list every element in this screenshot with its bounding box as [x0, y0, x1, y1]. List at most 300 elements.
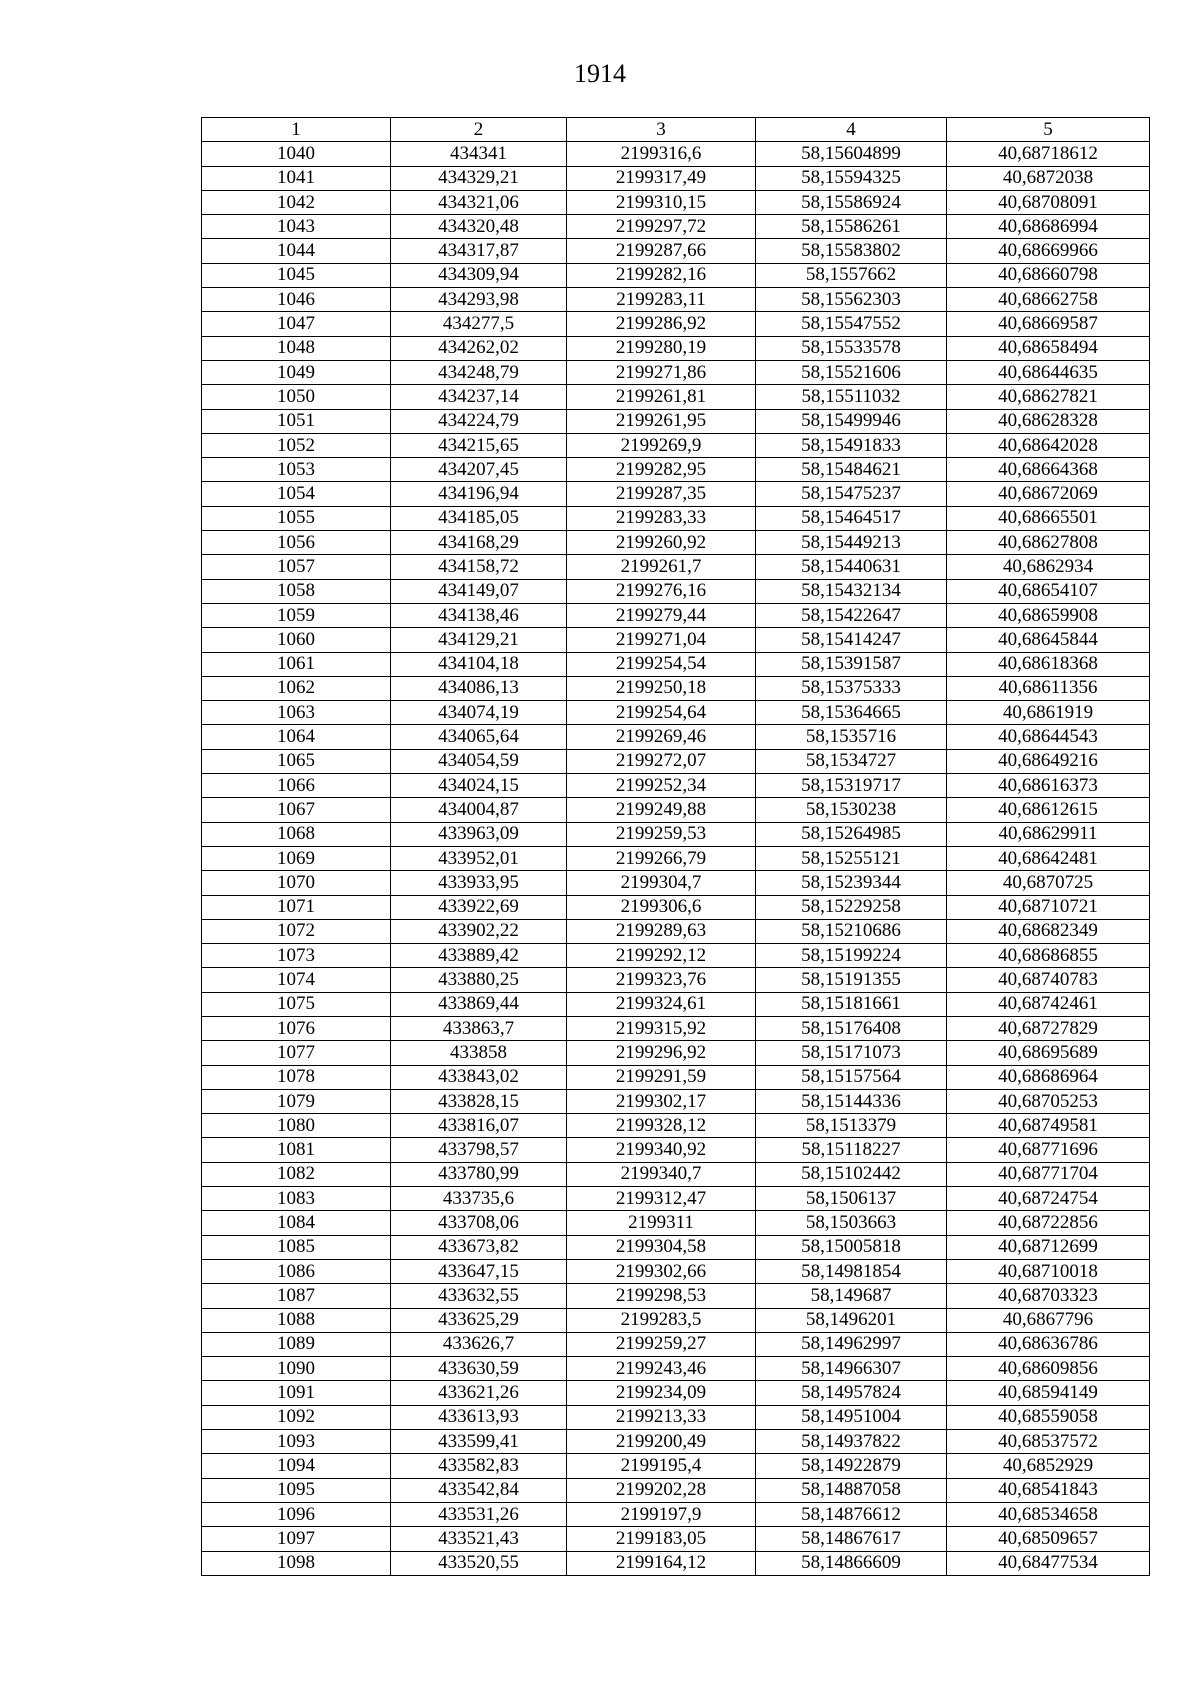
table-cell: 58,15005818 [756, 1235, 947, 1259]
table-cell: 433780,99 [391, 1162, 567, 1186]
table-row [202, 652, 1150, 676]
table-cell: 433613,93 [391, 1405, 567, 1429]
table-cell: 433621,26 [391, 1381, 567, 1405]
table-cell: 1060 [202, 628, 391, 652]
table-cell: 58,15583802 [756, 239, 947, 263]
table-cell: 1063 [202, 701, 391, 725]
table-cell: 58,15432134 [756, 579, 947, 603]
table-cell: 58,15484621 [756, 458, 947, 482]
table-cell: 1080 [202, 1114, 391, 1138]
table-cell: 40,68740783 [947, 968, 1150, 992]
table-cell: 2199282,95 [567, 458, 756, 482]
table-cell: 433902,22 [391, 919, 567, 943]
table-cell: 2199269,46 [567, 725, 756, 749]
table-cell: 433889,42 [391, 944, 567, 968]
table-cell: 40,68712699 [947, 1235, 1150, 1259]
table-cell: 1078 [202, 1065, 391, 1089]
table-cell: 40,68594149 [947, 1381, 1150, 1405]
table-cell: 1041 [202, 166, 391, 190]
table-cell: 1046 [202, 288, 391, 312]
table-cell: 1097 [202, 1527, 391, 1551]
table-row [202, 579, 1150, 603]
table-cell: 40,68682349 [947, 919, 1150, 943]
table-cell: 40,68636786 [947, 1332, 1150, 1356]
table-cell: 40,68534658 [947, 1502, 1150, 1526]
table-cell: 1095 [202, 1478, 391, 1502]
table-row [202, 1114, 1150, 1138]
table-cell: 1067 [202, 798, 391, 822]
table-row [202, 166, 1150, 190]
table-cell: 433632,55 [391, 1284, 567, 1308]
table-cell: 40,68672069 [947, 482, 1150, 506]
table-cell: 2199287,35 [567, 482, 756, 506]
table-cell: 2199200,49 [567, 1430, 756, 1454]
table-cell: 1053 [202, 458, 391, 482]
table-cell: 40,68703323 [947, 1284, 1150, 1308]
table-cell: 1057 [202, 555, 391, 579]
table-cell: 1042 [202, 190, 391, 214]
table-cell: 433626,7 [391, 1332, 567, 1356]
table-cell: 433798,57 [391, 1138, 567, 1162]
table-cell: 433625,29 [391, 1308, 567, 1332]
column-header: 5 [947, 118, 1150, 142]
table-cell: 434004,87 [391, 798, 567, 822]
table-cell: 2199260,92 [567, 531, 756, 555]
table-cell: 434149,07 [391, 579, 567, 603]
table-row [202, 628, 1150, 652]
table-cell: 2199279,44 [567, 603, 756, 627]
table-cell: 2199261,7 [567, 555, 756, 579]
table-cell: 433816,07 [391, 1114, 567, 1138]
table-cell: 2199323,76 [567, 968, 756, 992]
table-row [202, 312, 1150, 336]
table-cell: 2199297,72 [567, 215, 756, 239]
table-row [202, 1332, 1150, 1356]
table-cell: 1047 [202, 312, 391, 336]
table-row [202, 433, 1150, 457]
table-cell: 58,15586261 [756, 215, 947, 239]
table-row [202, 1478, 1150, 1502]
table-cell: 1052 [202, 433, 391, 457]
table-cell: 434024,15 [391, 774, 567, 798]
table-cell: 40,6872038 [947, 166, 1150, 190]
table-row [202, 1357, 1150, 1381]
table-cell: 2199254,54 [567, 652, 756, 676]
table-row [202, 1284, 1150, 1308]
table-cell: 1061 [202, 652, 391, 676]
table-row [202, 1454, 1150, 1478]
table-cell: 58,1530238 [756, 798, 947, 822]
table-cell: 2199272,07 [567, 749, 756, 773]
table-row [202, 944, 1150, 968]
table-cell: 40,68649216 [947, 749, 1150, 773]
table-cell: 434065,64 [391, 725, 567, 749]
table-cell: 434054,59 [391, 749, 567, 773]
table-cell: 1076 [202, 1016, 391, 1040]
table-cell: 2199243,46 [567, 1357, 756, 1381]
table-cell: 40,68645844 [947, 628, 1150, 652]
table-cell: 1093 [202, 1430, 391, 1454]
table-cell: 40,68628328 [947, 409, 1150, 433]
table-cell: 58,15210686 [756, 919, 947, 943]
table-cell: 1062 [202, 676, 391, 700]
table-cell: 40,6862934 [947, 555, 1150, 579]
table-cell: 1069 [202, 846, 391, 870]
table-cell: 2199261,81 [567, 385, 756, 409]
table-cell: 433922,69 [391, 895, 567, 919]
column-header: 1 [202, 118, 391, 142]
table-row [202, 1211, 1150, 1235]
table-cell: 2199316,6 [567, 142, 756, 166]
table-cell: 434309,94 [391, 263, 567, 287]
table-cell: 40,68708091 [947, 190, 1150, 214]
table-row [202, 749, 1150, 773]
table-cell: 58,15199224 [756, 944, 947, 968]
table-cell: 40,68705253 [947, 1089, 1150, 1113]
table-cell: 434341 [391, 142, 567, 166]
table-cell: 40,68629911 [947, 822, 1150, 846]
table-cell: 40,68537572 [947, 1430, 1150, 1454]
table-cell: 1071 [202, 895, 391, 919]
table-cell: 2199287,66 [567, 239, 756, 263]
table-row [202, 1041, 1150, 1065]
table-cell: 2199340,7 [567, 1162, 756, 1186]
table-cell: 1058 [202, 579, 391, 603]
table-cell: 2199291,59 [567, 1065, 756, 1089]
table-cell: 1092 [202, 1405, 391, 1429]
table-cell: 1051 [202, 409, 391, 433]
table-row [202, 1187, 1150, 1211]
table-cell: 433708,06 [391, 1211, 567, 1235]
table-cell: 2199259,53 [567, 822, 756, 846]
table-row [202, 1381, 1150, 1405]
table-cell: 40,6870725 [947, 871, 1150, 895]
table-cell: 58,14922879 [756, 1454, 947, 1478]
table-cell: 2199306,6 [567, 895, 756, 919]
table-cell: 434320,48 [391, 215, 567, 239]
table-cell: 1087 [202, 1284, 391, 1308]
table-cell: 1050 [202, 385, 391, 409]
table-cell: 2199202,28 [567, 1478, 756, 1502]
table-cell: 434329,21 [391, 166, 567, 190]
table-row [202, 409, 1150, 433]
table-cell: 1075 [202, 992, 391, 1016]
table-row [202, 798, 1150, 822]
table-cell: 40,68686994 [947, 215, 1150, 239]
table-cell: 58,15414247 [756, 628, 947, 652]
table-cell: 1056 [202, 531, 391, 555]
table-cell: 58,15422647 [756, 603, 947, 627]
table-cell: 1064 [202, 725, 391, 749]
table-cell: 40,68727829 [947, 1016, 1150, 1040]
table-cell: 58,15491833 [756, 433, 947, 457]
table-cell: 2199283,11 [567, 288, 756, 312]
table-cell: 40,68559058 [947, 1405, 1150, 1429]
table-cell: 433630,59 [391, 1357, 567, 1381]
table-cell: 58,149687 [756, 1284, 947, 1308]
table-cell: 40,68686964 [947, 1065, 1150, 1089]
table-cell: 40,68627808 [947, 531, 1150, 555]
table-cell: 434207,45 [391, 458, 567, 482]
table-cell: 2199286,92 [567, 312, 756, 336]
table-row [202, 676, 1150, 700]
coordinates-table [201, 117, 1150, 1576]
table-cell: 434277,5 [391, 312, 567, 336]
table-row [202, 1308, 1150, 1332]
table-cell: 58,15181661 [756, 992, 947, 1016]
table-cell: 1074 [202, 968, 391, 992]
table-cell: 2199304,58 [567, 1235, 756, 1259]
table-cell: 433735,6 [391, 1187, 567, 1211]
table-cell: 2199292,12 [567, 944, 756, 968]
table-cell: 1045 [202, 263, 391, 287]
table-cell: 2199195,4 [567, 1454, 756, 1478]
table-cell: 40,68644543 [947, 725, 1150, 749]
table-cell: 58,14957824 [756, 1381, 947, 1405]
table-cell: 58,15229258 [756, 895, 947, 919]
table-cell: 2199324,61 [567, 992, 756, 1016]
table-cell: 58,14866609 [756, 1551, 947, 1575]
table-cell: 58,15586924 [756, 190, 947, 214]
table-cell: 433531,26 [391, 1502, 567, 1526]
table-cell: 2199317,49 [567, 166, 756, 190]
table-cell: 434196,94 [391, 482, 567, 506]
table-cell: 58,15521606 [756, 360, 947, 384]
table-cell: 58,15319717 [756, 774, 947, 798]
table-cell: 433599,41 [391, 1430, 567, 1454]
table-row [202, 215, 1150, 239]
table-cell: 434317,87 [391, 239, 567, 263]
table-cell: 58,15264985 [756, 822, 947, 846]
table-cell: 58,15144336 [756, 1089, 947, 1113]
table-cell: 40,68618368 [947, 652, 1150, 676]
table-row [202, 1162, 1150, 1186]
table-cell: 2199276,16 [567, 579, 756, 603]
table-row [202, 1405, 1150, 1429]
table-cell: 40,68612615 [947, 798, 1150, 822]
column-header: 2 [391, 118, 567, 142]
table-row [202, 1430, 1150, 1454]
table-row [202, 458, 1150, 482]
table-cell: 434168,29 [391, 531, 567, 555]
table-cell: 1049 [202, 360, 391, 384]
table-row [202, 555, 1150, 579]
table-cell: 2199311 [567, 1211, 756, 1235]
table-row [202, 385, 1150, 409]
table-cell: 2199266,79 [567, 846, 756, 870]
table-cell: 2199197,9 [567, 1502, 756, 1526]
table-cell: 1040 [202, 142, 391, 166]
table-cell: 2199250,18 [567, 676, 756, 700]
table-cell: 2199328,12 [567, 1114, 756, 1138]
table-row [202, 263, 1150, 287]
table-cell: 1089 [202, 1332, 391, 1356]
table-cell: 2199304,7 [567, 871, 756, 895]
table-cell: 40,68669966 [947, 239, 1150, 263]
table-cell: 2199283,5 [567, 1308, 756, 1332]
table-cell: 2199254,64 [567, 701, 756, 725]
table-cell: 1091 [202, 1381, 391, 1405]
table-cell: 2199312,47 [567, 1187, 756, 1211]
table-cell: 40,68686855 [947, 944, 1150, 968]
table-cell: 434074,19 [391, 701, 567, 725]
table-cell: 433963,09 [391, 822, 567, 846]
table-row [202, 239, 1150, 263]
table-cell: 40,68611356 [947, 676, 1150, 700]
table-cell: 434321,06 [391, 190, 567, 214]
table-cell: 434185,05 [391, 506, 567, 530]
table-cell: 40,68710018 [947, 1259, 1150, 1283]
table-cell: 2199280,19 [567, 336, 756, 360]
table-cell: 2199283,33 [567, 506, 756, 530]
table-cell: 58,14937822 [756, 1430, 947, 1454]
table-cell: 40,6867796 [947, 1308, 1150, 1332]
table-cell: 58,15499946 [756, 409, 947, 433]
table-cell: 2199269,9 [567, 433, 756, 457]
table-row [202, 1235, 1150, 1259]
table-cell: 2199289,63 [567, 919, 756, 943]
table-cell: 40,68718612 [947, 142, 1150, 166]
table-cell: 1090 [202, 1357, 391, 1381]
table-cell: 434293,98 [391, 288, 567, 312]
table-cell: 40,68616373 [947, 774, 1150, 798]
table-cell: 2199213,33 [567, 1405, 756, 1429]
table-row [202, 968, 1150, 992]
table-cell: 58,15364665 [756, 701, 947, 725]
table-cell: 40,68477534 [947, 1551, 1150, 1575]
table-cell: 434104,18 [391, 652, 567, 676]
table-cell: 434248,79 [391, 360, 567, 384]
table-cell: 2199249,88 [567, 798, 756, 822]
table-cell: 58,14966307 [756, 1357, 947, 1381]
table-cell: 1094 [202, 1454, 391, 1478]
table-cell: 58,1557662 [756, 263, 947, 287]
table-cell: 2199296,92 [567, 1041, 756, 1065]
table-cell: 2199302,66 [567, 1259, 756, 1283]
table-row [202, 531, 1150, 555]
table-cell: 1096 [202, 1502, 391, 1526]
table-cell: 40,68627821 [947, 385, 1150, 409]
table-cell: 434129,21 [391, 628, 567, 652]
table-body [202, 142, 1150, 1576]
page-number: 1914 [574, 59, 626, 88]
table-cell: 433869,44 [391, 992, 567, 1016]
table-cell: 58,14951004 [756, 1405, 947, 1429]
table-cell: 433952,01 [391, 846, 567, 870]
table-row [202, 1527, 1150, 1551]
table-cell: 1086 [202, 1259, 391, 1283]
table-cell: 58,15440631 [756, 555, 947, 579]
table-cell: 40,68669587 [947, 312, 1150, 336]
table-cell: 434138,46 [391, 603, 567, 627]
table-row [202, 1089, 1150, 1113]
table-cell: 58,14962997 [756, 1332, 947, 1356]
table-cell: 40,68541843 [947, 1478, 1150, 1502]
table-row [202, 701, 1150, 725]
table-cell: 58,15604899 [756, 142, 947, 166]
table-cell: 434237,14 [391, 385, 567, 409]
table-cell: 40,68654107 [947, 579, 1150, 603]
table-cell: 58,15176408 [756, 1016, 947, 1040]
table-cell: 2199164,12 [567, 1551, 756, 1575]
table-cell: 58,15157564 [756, 1065, 947, 1089]
table-cell: 58,15391587 [756, 652, 947, 676]
table-row [202, 190, 1150, 214]
table-row [202, 336, 1150, 360]
table-cell: 40,68749581 [947, 1114, 1150, 1138]
table-row [202, 506, 1150, 530]
table-cell: 1072 [202, 919, 391, 943]
table-cell: 58,1535716 [756, 725, 947, 749]
table-cell: 2199234,09 [567, 1381, 756, 1405]
table-cell: 58,15118227 [756, 1138, 947, 1162]
table-cell: 58,15475237 [756, 482, 947, 506]
table-cell: 58,1506137 [756, 1187, 947, 1211]
table-cell: 1043 [202, 215, 391, 239]
table-cell: 58,15449213 [756, 531, 947, 555]
table-cell: 2199252,34 [567, 774, 756, 798]
table-cell: 1065 [202, 749, 391, 773]
table-row [202, 992, 1150, 1016]
table-cell: 40,68722856 [947, 1211, 1150, 1235]
table-row [202, 919, 1150, 943]
column-header: 4 [756, 118, 947, 142]
table-cell: 40,68659908 [947, 603, 1150, 627]
table-cell: 1081 [202, 1138, 391, 1162]
table-row [202, 288, 1150, 312]
table-cell: 40,68710721 [947, 895, 1150, 919]
table-cell: 40,68742461 [947, 992, 1150, 1016]
table-row [202, 725, 1150, 749]
table-row [202, 1138, 1150, 1162]
table-cell: 1084 [202, 1211, 391, 1235]
table-cell: 40,68771704 [947, 1162, 1150, 1186]
table-cell: 58,15255121 [756, 846, 947, 870]
table-cell: 40,68724754 [947, 1187, 1150, 1211]
table-cell: 40,68665501 [947, 506, 1150, 530]
table-cell: 58,14887058 [756, 1478, 947, 1502]
table-row [202, 1259, 1150, 1283]
table-row [202, 822, 1150, 846]
table-row [202, 1551, 1150, 1575]
table-cell: 40,68658494 [947, 336, 1150, 360]
table-cell: 434224,79 [391, 409, 567, 433]
column-header: 3 [567, 118, 756, 142]
table-cell: 2199183,05 [567, 1527, 756, 1551]
table-cell: 40,68664368 [947, 458, 1150, 482]
table-cell: 2199271,04 [567, 628, 756, 652]
table-cell: 2199259,27 [567, 1332, 756, 1356]
table-cell: 434158,72 [391, 555, 567, 579]
table-row [202, 895, 1150, 919]
table-cell: 40,68642481 [947, 846, 1150, 870]
table-row [202, 846, 1150, 870]
table-cell: 434215,65 [391, 433, 567, 457]
table-row [202, 142, 1150, 166]
table-cell: 2199282,16 [567, 263, 756, 287]
table-cell: 433858 [391, 1041, 567, 1065]
table-row [202, 774, 1150, 798]
table-row [202, 603, 1150, 627]
table-cell: 58,1503663 [756, 1211, 947, 1235]
table-row [202, 1016, 1150, 1040]
table-cell: 434086,13 [391, 676, 567, 700]
table-cell: 58,15464517 [756, 506, 947, 530]
table-cell: 58,1496201 [756, 1308, 947, 1332]
table-cell: 40,68644635 [947, 360, 1150, 384]
table-cell: 1059 [202, 603, 391, 627]
table-row [202, 482, 1150, 506]
